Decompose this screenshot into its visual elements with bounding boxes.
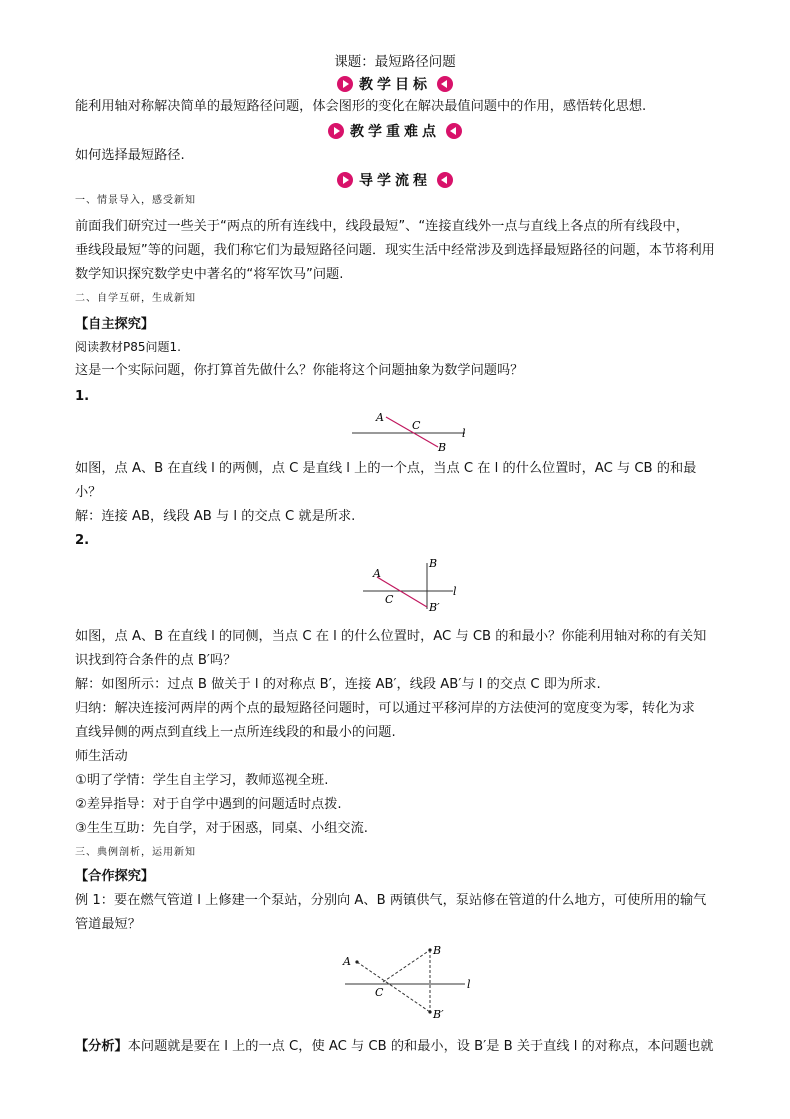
activity-item: ②差异指导：对于自学中遇到的问题适时点拨. [75,797,342,812]
summary: 归纳：解决连接河两岸的两个点的最短路径问题时，可以通过平移河岸的方法使河的宽度变为零，转化为求 [75,701,695,716]
question-2: 识找到符合条件的点 B′吗？ [75,653,237,668]
section-banner-goal [0,73,790,95]
arrow-left-icon [446,123,462,139]
line-l-label: l [462,427,466,440]
analysis-line [75,1036,745,1058]
self-explore-label: 【自主探究】 [75,317,155,332]
section-banner-flow [0,169,790,191]
figure-2 [355,555,465,615]
line-l-label: l [453,585,457,598]
heading-1: 一、情景导入，感受新知 [75,195,196,206]
intro-line: 数学知识探究数学史中著名的“将军饮马”问题. [75,267,344,282]
answer-1: 解：连接 AB，线段 AB 与 l 的交点 C 就是所求. [75,509,356,524]
arrow-right-icon [337,172,353,188]
point-b-prime-label: B′ [433,1008,444,1020]
point-b-label: B [433,944,442,957]
read-instruction: 阅读教材P85问题1. [75,340,181,354]
point-a-label: A [376,411,384,424]
example-1: 管道最短？ [75,917,141,932]
item-number: 1. [75,389,90,404]
key-text: 如何选择最短路径. [75,148,185,163]
point-b-prime-label: B′ [429,601,440,614]
analysis-text: 本问题就是要在 l 上的一点 C，使 AC 与 CB 的和最小，设 B′是 B 关于直线 l 的对称点，本问题也就 [127,1039,714,1054]
segment-cb [383,950,430,982]
section-title: 教学目标 [359,77,431,93]
arrow-left-icon [437,76,453,92]
question-1: 小？ [75,485,102,500]
heading-2: 二、自学互研，生成新知 [75,293,196,304]
goal-text: 能利用轴对称解决简单的最短路径问题，体会图形的变化在解决最值问题中的作用，感悟转化思想. [75,99,647,114]
section-banner-key [0,120,790,142]
arrow-right-icon [337,76,353,92]
question-2: 如图，点 A、B 在直线 l 的同侧，当点 C 在 l 的什么位置时，AC 与 CB 的和最小？你能利用轴对称的有关知 [75,629,707,644]
example-1: 例 1：要在燃气管道 l 上修建一个泵站，分别向 A、B 两镇供气，泵站修在管道的什么地方，可使所用的输气 [75,893,707,908]
point-b-label: B [438,441,447,454]
question-intro: 这是一个实际问题，你打算首先做什么？你能将这个问题抽象为数学问题吗？ [75,363,524,378]
figure-3 [335,940,485,1020]
point-b-label: B [429,557,438,570]
item-number: 2. [75,533,90,548]
point-a-label: A [373,567,381,580]
section-title: 导学流程 [359,173,431,189]
point-b [428,948,431,951]
point-c-label: C [412,419,421,432]
point-c-label: C [385,593,394,606]
point-c-label: C [375,986,384,999]
line-l-label: l [467,978,471,991]
point-a-label: A [343,955,351,968]
point-b-prime [428,1010,431,1013]
analysis-tag: 【分析】 [75,1039,128,1054]
intro-line: 前面我们研究过一些关于“两点的所有连线中，线段最短”、“连接直线外一点与直线上各点的所有线段中， [75,219,689,234]
intro-line: 垂线段最短”等的问题，我们称它们为最短路径问题．现实生活中经常涉及到选择最短路径的问题，本节将利用 [75,243,715,258]
heading-3: 三、典例剖析，运用新知 [75,847,196,858]
coop-explore-label: 【合作探究】 [75,869,155,884]
answer-2: 解：如图所示：过点 B 做关于 l 的对称点 B′，连接 AB′，线段 AB′与 l 的交点 C 即为所求. [75,677,601,692]
summary: 直线异侧的两点到直线上一点所连线段的和最小的问题. [75,725,396,740]
segment-ab-prime [357,962,430,1012]
question-1: 如图，点 A、B 在直线 l 的两侧，点 C 是直线 l 上的一个点，当点 C 在 l 的什么位置时，AC 与 CB 的和最 [75,461,697,476]
point-a [355,960,358,963]
activity-item: ①明了学情：学生自主学习，教师巡视全班. [75,773,329,788]
figure-1 [340,405,480,455]
section-title: 教学重难点 [350,124,440,140]
arrow-right-icon [328,123,344,139]
lesson-title: 课题：最短路径问题 [334,54,456,70]
activity-title: 师生活动 [75,749,128,764]
activity-item: ③生生互助：先自学，对于困惑，同桌、小组交流. [75,821,368,836]
arrow-left-icon [437,172,453,188]
